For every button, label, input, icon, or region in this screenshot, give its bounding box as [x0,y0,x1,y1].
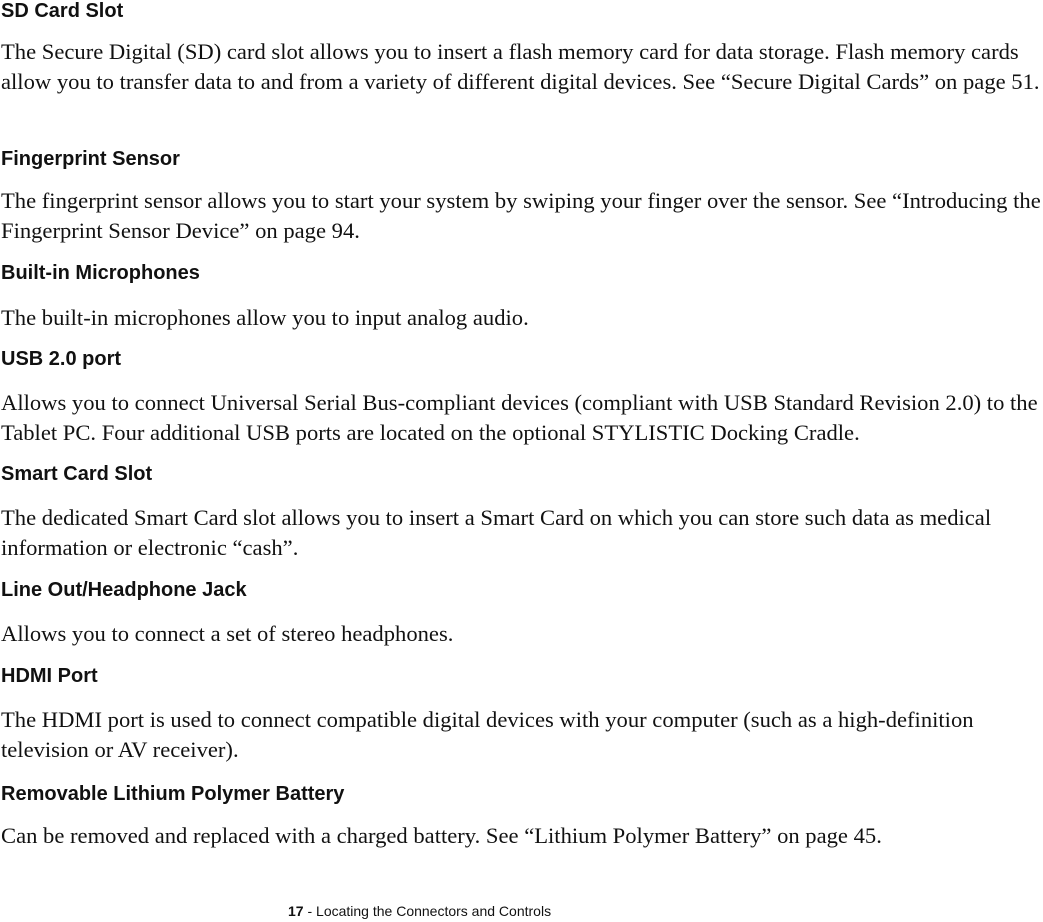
page-number: 17 [288,903,304,919]
page-footer [288,903,551,919]
footer-separator: - [303,903,317,919]
section-heading: Line Out/Headphone Jack [1,579,247,601]
section-body: The HDMI port is used to connect compatible digital devices with your computer (such as a high-definition television or AV receiver). [1,707,974,762]
section-built-in-microphones [1,262,1041,330]
section-line-out-headphone-jack [1,579,1041,646]
section-body: Can be removed and replaced with a charged battery. See “Lithium Polymer Battery” on page 45. [1,823,882,848]
section-body: Allows you to connect a set of stereo headphones. [1,621,454,646]
section-heading: SD Card Slot [1,0,124,22]
section-sd-card-slot [1,0,1041,94]
section-body: The fingerprint sensor allows you to start your system by swiping your finger over the sensor. See “Introducing the Fingerprint Sensor Device” on page 94. [1,188,1041,243]
section-fingerprint-sensor [1,148,1041,243]
section-heading: HDMI Port [1,665,98,687]
section-hdmi-port [1,665,1041,762]
section-body: Allows you to connect Universal Serial Bus-compliant devices (compliant with USB Standard Revision 2.0) to the Tablet PC. Four additional USB ports are located on the optional STYLISTIC Docking Cradle. [1,390,1038,445]
section-usb-port [1,348,1041,445]
section-heading: USB 2.0 port [1,348,122,370]
section-heading: Built-in Microphones [1,262,200,284]
section-smart-card-slot [1,463,1041,560]
section-body: The dedicated Smart Card slot allows you to insert a Smart Card on which you can store such data as medical information or electronic “cash”. [1,505,992,560]
section-heading: Removable Lithium Polymer Battery [1,783,345,805]
section-body: The Secure Digital (SD) card slot allows you to insert a flash memory card for data storage. Flash memory cards allow you to transfer data to and from a variety of different digital devices. See “Secure Digital Cards” on page 51. [1,39,1040,94]
footer-title: Locating the Connectors and Controls [316,903,552,919]
section-removable-battery [1,783,1041,848]
section-heading: Smart Card Slot [1,463,153,485]
section-heading: Fingerprint Sensor [1,148,180,170]
section-body: The built-in microphones allow you to input analog audio. [1,305,529,330]
